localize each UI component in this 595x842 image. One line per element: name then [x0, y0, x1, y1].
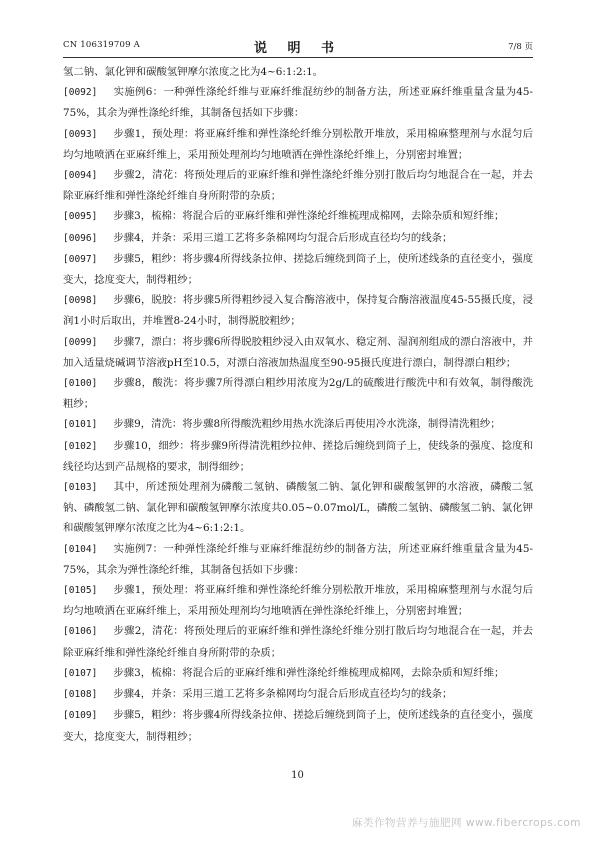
- paragraph-text: 氢二钠、氯化钾和碳酸氢钾摩尔浓度之比为4~6:1:2:1。: [63, 66, 324, 78]
- site-watermark: 麻类作物营养与施肥网 www.fibercrops.com: [352, 817, 581, 829]
- paragraph-text: 步骤10，细纱：将步骤9所得清洗粗纱拉伸、搓捻后缠绕到筒子上，使线条的强度、捻度和线径均达到产品规格的要求，制得细纱；: [63, 439, 533, 473]
- paragraph-text: 步骤2，清花：将预处理后的亚麻纤维和弹性涤纶纤维分别打散后均匀地混合在一起，并去除亚麻纤维和弹性涤纶纤维自身所附带的杂质；: [63, 169, 533, 203]
- paragraph: [63, 82, 533, 123]
- paragraph-number: [0103]: [63, 482, 98, 494]
- page-header: [63, 37, 533, 55]
- paragraph: [63, 477, 533, 539]
- paragraph: [63, 663, 533, 684]
- paragraph: [63, 290, 533, 331]
- paragraph-number: [0104]: [63, 543, 98, 555]
- paragraph: [63, 621, 533, 662]
- paragraph-number: [0097]: [63, 253, 98, 265]
- paragraph: [63, 539, 533, 580]
- paragraph: [63, 206, 533, 227]
- paragraph-text: 实施例7：一种弹性涤纶纤维与亚麻纤维混纺纱的制备方法，所述亚麻纤维重量含量为45-75%，其余为弹性涤纶纤维，其制备包括如下步骤：: [63, 542, 533, 576]
- paragraph: [63, 414, 533, 435]
- document-title: 说 明 书: [253, 41, 343, 56]
- paragraph-text: 步骤4，并条：采用三道工艺将多条棉网均匀混合后形成直径均匀的线条；: [113, 688, 453, 701]
- paragraph: [63, 62, 533, 82]
- paragraph-text: 步骤5，粗纱：将步骤4所得线条拉伸、搓捻后缠绕到筒子上，使所述线条的直径变小，强度变大，捻度变大，制得粗纱；: [63, 709, 533, 743]
- header-divider: [63, 57, 533, 58]
- paragraph-number: [0099]: [63, 336, 98, 348]
- paragraph: [63, 249, 533, 290]
- paragraph-text: 步骤3，梳棉：将混合后的亚麻纤维和弹性涤纶纤维梳理成棉网，去除杂质和短纤维；: [113, 666, 505, 679]
- paragraph: [63, 228, 533, 249]
- paragraph-text: 步骤6，脱胶：将步骤5所得粗纱浸入复合酶溶液中，保持复合酶溶液温度45-55摄氏度，浸润1小时后取出，并堆置8-24小时，制得脱胶粗纱；: [63, 294, 533, 328]
- paragraph-number: [0092]: [63, 87, 98, 99]
- paragraph-number: [0107]: [63, 667, 98, 679]
- paragraph-text: 步骤1，预处理：将亚麻纤维和弹性涤纶纤维分别松散开堆放，采用棉麻整理剂与水混匀后均匀地喷洒在亚麻纤维上，采用预处理剂均匀地喷洒在弹性涤纶纤维上，分别密封堆置；: [63, 584, 533, 618]
- paragraph: [63, 124, 533, 165]
- paragraph-number: [0102]: [63, 440, 98, 452]
- paragraph-number: [0093]: [63, 128, 98, 140]
- paragraph: [63, 580, 533, 621]
- paragraph-number: [0108]: [63, 689, 98, 701]
- paragraph-number: [0106]: [63, 626, 98, 638]
- paragraph: [63, 165, 533, 206]
- paragraph-number: [0105]: [63, 585, 98, 597]
- paragraph: [63, 373, 533, 414]
- paragraph: [63, 332, 533, 373]
- paragraph-number: [0100]: [63, 378, 98, 390]
- page-number: 10: [291, 770, 304, 781]
- paragraph-text: 步骤5，粗纱：将步骤4所得线条拉伸、搓捻后缠绕到筒子上，使所述线条的直径变小，强度变大，捻度变大，制得粗纱；: [63, 252, 533, 287]
- paragraph: [63, 436, 533, 477]
- paragraph-text: 其中，所述预处理剂为磷酸二氢钠、磷酸氢二钠、氯化钾和碳酸氢钾的水溶液，磷酸二氢钠、磷酸氢二钠、氯化钾和碳酸氢钾摩尔浓度共0.05~0.07mol/L，磷酸二氢钠、磷酸氢二钠、氯化钾和碳酸氢钾摩尔浓度之比为4~6:1:2:1。: [63, 481, 533, 535]
- page-indicator: 7/8 页: [508, 42, 533, 52]
- paragraph-number: [0095]: [63, 211, 98, 223]
- paragraph-number: [0094]: [63, 170, 98, 182]
- paragraph-number: [0098]: [63, 295, 98, 307]
- paragraph-text: 步骤7，漂白：将步骤6所得脱胶粗纱浸入由双氧水、稳定剂、湿润剂组成的漂白溶液中，并加入适量烧碱调节溶液pH至10.5，对漂白溶液加热温度至90-95摄氏度进行漂白，制得漂白粗纱；: [63, 335, 533, 369]
- paragraph-number: [0109]: [63, 710, 98, 722]
- paragraph: [63, 705, 533, 746]
- paragraph-number: [0101]: [63, 419, 98, 431]
- paragraph-text: 步骤2，清花：将预处理后的亚麻纤维和弹性涤纶纤维分别打散后均匀地混合在一起，并去除亚麻纤维和弹性涤纶纤维自身所附带的杂质；: [63, 625, 533, 659]
- document-body: [63, 62, 533, 747]
- paragraph: [63, 684, 533, 705]
- patent-number: CN 106319709 A: [63, 40, 140, 50]
- paragraph-number: [0096]: [63, 232, 98, 244]
- paragraph-text: 步骤8，酸洗：将步骤7所得漂白粗纱用浓度为2g/L的硫酸进行酸洗中和有效氧，制得酸洗粗纱；: [63, 377, 533, 411]
- paragraph-text: 步骤4，并条：采用三道工艺将多条棉网均匀混合后形成直径均匀的线条；: [113, 231, 453, 244]
- paragraph-text: 步骤9，清洗：将步骤8所得酸洗粗纱用热水洗涤后再使用冷水洗涤，制得清洗粗纱；: [113, 418, 501, 431]
- paragraph-text: 步骤3，梳棉：将混合后的亚麻纤维和弹性涤纶纤维梳理成棉网，去除杂质和短纤维；: [113, 210, 505, 223]
- paragraph-text: 实施例6：一种弹性涤纶纤维与亚麻纤维混纺纱的制备方法，所述亚麻纤维重量含量为45-75%，其余为弹性涤纶纤维，其制备包括如下步骤：: [63, 86, 533, 120]
- paragraph-text: 步骤1，预处理：将亚麻纤维和弹性涤纶纤维分别松散开堆放，采用棉麻整理剂与水混匀后均匀地喷洒在亚麻纤维上，采用预处理剂均匀地喷洒在弹性涤纶纤维上，分别密封堆置；: [63, 127, 533, 161]
